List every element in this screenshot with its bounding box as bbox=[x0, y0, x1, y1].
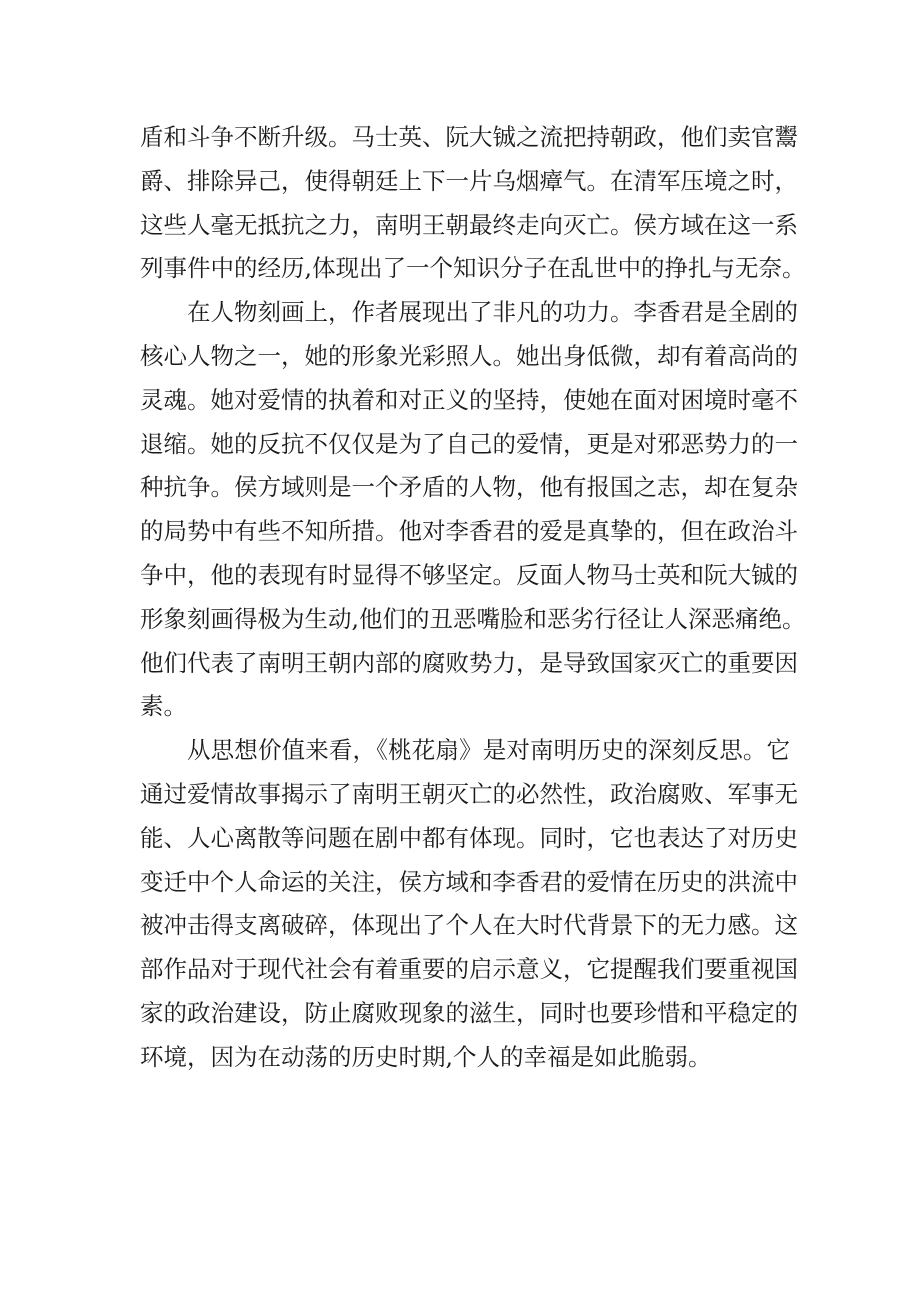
text-line: 盾和斗争不断升级。马士英、阮大铖之流把持朝政，他们卖官鬻 bbox=[140, 123, 798, 151]
text-line: 家的政治建设，防止腐败现象的滋生，同时也要珍惜和平稳定的 bbox=[140, 998, 798, 1027]
text-line: 环境，因为在动荡的历史时期,个人的幸福是如此脆弱。 bbox=[140, 1042, 712, 1071]
text-line: 退缩。她的反抗不仅仅是为了自己的爱情，更是对邪恶势力的一 bbox=[140, 429, 798, 458]
text-line: 部作品对于现代社会有着重要的启示意义，它提醒我们要重视国 bbox=[140, 955, 798, 984]
text-line: 素。 bbox=[140, 692, 187, 721]
text-line: 爵、排除异己，使得朝廷上下一片乌烟瘴气。在清军压境之时， bbox=[140, 166, 798, 195]
text-line: 变迁中个人命运的关注，侯方域和李香君的爱情在历史的洪流中 bbox=[140, 867, 798, 896]
text-line: 从思想价值来看，《桃花扇》是对南明历史的深刻反思。它 bbox=[187, 736, 790, 765]
text-line: 形象刻画得极为生动,他们的丑恶嘴脸和恶劣行径让人深恶痛绝。 bbox=[140, 604, 806, 633]
text-line: 通过爱情故事揭示了南明王朝灭亡的必然性，政治腐败、军事无 bbox=[140, 779, 798, 808]
body-text bbox=[140, 116, 806, 1080]
text-line: 这些人毫无抵抗之力，南明王朝最终走向灭亡。侯方域在这一系 bbox=[140, 210, 798, 239]
text-line: 被冲击得支离破碎，体现出了个人在大时代背景下的无力感。这 bbox=[140, 911, 798, 940]
text-line: 在人物刻画上，作者展现出了非凡的功力。李香君是全剧的 bbox=[187, 298, 798, 327]
text-line: 灵魂。她对爱情的执着和对正义的坚持，使她在面对困境时毫不 bbox=[140, 385, 798, 414]
text-line: 争中，他的表现有时显得不够坚定。反面人物马士英和阮大铖的 bbox=[140, 560, 798, 589]
text-line: 列事件中的经历,体现出了一个知识分子在乱世中的挣扎与无奈。 bbox=[140, 254, 806, 283]
text-line: 的局势中有些不知所措。他对李香君的爱是真挚的，但在政治斗 bbox=[140, 517, 798, 546]
text-line: 核心人物之一，她的形象光彩照人。她出身低微，却有着高尚的 bbox=[140, 341, 798, 370]
text-line: 种抗争。侯方域则是一个矛盾的人物，他有报国之志，却在复杂 bbox=[140, 473, 798, 502]
text-line: 他们代表了南明王朝内部的腐败势力，是导致国家灭亡的重要因 bbox=[140, 648, 798, 677]
text-line: 能、人心离散等问题在剧中都有体现。同时，它也表达了对历史 bbox=[140, 823, 798, 852]
